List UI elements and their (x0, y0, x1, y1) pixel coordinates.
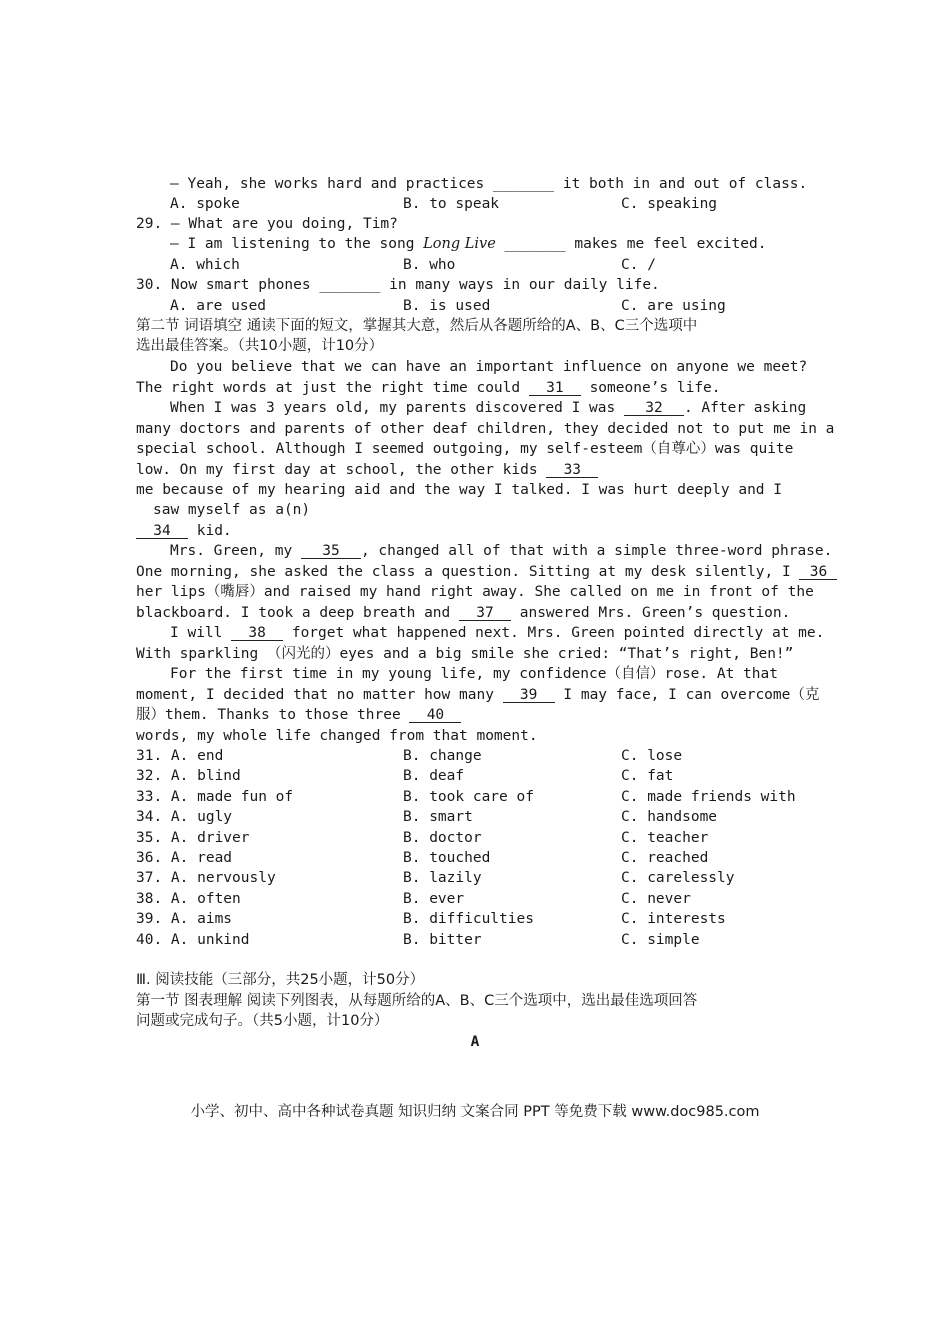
option-38-b: B. ever (403, 890, 465, 907)
passage-line (136, 705, 816, 725)
passage-line (136, 562, 828, 582)
text: I may face, I can overcome（克 (554, 687, 820, 703)
blank-33: 33 (546, 461, 598, 478)
passage-line: saw myself as a(n) (153, 502, 311, 518)
passage-line: many doctors and parents of other deaf children, they decided not to put me in a (136, 421, 835, 437)
option-37-a: 37. A. nervously (136, 870, 276, 887)
option-40-b: B. bitter (403, 931, 482, 948)
q28-option-a: A. spoke (170, 196, 240, 212)
text: answered Mrs. Green’s question. (511, 605, 791, 621)
text: The right words at just the right time could (136, 380, 529, 396)
part3-sub-heading: 第一节 图表理解 阅读下列图表，从每题所给的A、B、C三个选项中，选出最佳选项回答 (136, 993, 698, 1009)
text: I will (170, 625, 232, 641)
option-31-a: 31. A. end (136, 748, 224, 764)
text: kid. (188, 523, 232, 539)
part3-sub-heading-cont: 问题或完成句子。（共5小题，计10分） (136, 1013, 389, 1029)
passage-line: words, my whole life changed from that moment. (136, 728, 538, 744)
option-40-c: C. simple (621, 931, 700, 948)
q29-answer-pre: — I am listening to the song (170, 236, 424, 252)
text: Mrs. Green, my (170, 543, 301, 559)
q28-stem: — Yeah, she works hard and practices _______ it both in and out of class. (170, 176, 808, 192)
passage-line: With sparkling （闪光的）eyes and a big smile she cried: “That’s right, Ben!” (136, 646, 794, 662)
passage-line: For the first time in my young life, my confidence（自信）rose. At that (170, 666, 778, 682)
passage-line: Do you believe that we can have an important influence on anyone we meet? (170, 359, 808, 375)
passage-line (136, 378, 816, 398)
text: When I was 3 years old, my parents discovered I was (170, 400, 624, 416)
passage-line (170, 398, 816, 418)
text: blackboard. I took a deep breath and (136, 605, 460, 621)
option-33-c: C. made friends with (621, 788, 796, 805)
option-37-c: C. carelessly (621, 870, 735, 887)
blank-34: 34 (136, 522, 188, 539)
q29-question: 29. — What are you doing, Tim? (136, 216, 398, 232)
text: 服）them. Thanks to those three (136, 707, 410, 723)
option-35-c: C. teacher (621, 829, 709, 846)
option-40-a: 40. A. unkind (136, 931, 250, 948)
q29-option-a: A. which (170, 257, 240, 273)
option-39-b: B. difficulties (403, 911, 534, 928)
option-31-b: B. change (403, 748, 482, 764)
blank-36: 36 (799, 563, 837, 580)
passage-label-a: A (470, 1034, 480, 1050)
option-39-a: 39. A. aims (136, 911, 233, 928)
option-35-b: B. doctor (403, 829, 482, 846)
section2-heading: 第二节 词语填空 通读下面的短文，掌握其大意，然后从各题所给的A、B、C三个选项中 (136, 318, 698, 334)
passage-line (170, 541, 833, 561)
option-33-a: 33. A. made fun of (136, 788, 294, 805)
option-39-c: C. interests (621, 911, 726, 928)
blank-35: 35 (301, 542, 361, 559)
option-38-a: 38. A. often (136, 890, 241, 907)
passage-line: special school. Although I seemed outgoing, my self-esteem（自尊心）was quite (136, 441, 794, 457)
q30-question: 30. Now smart phones _______ in many ways in our daily life. (136, 277, 660, 293)
blank-37: 37 (459, 604, 511, 621)
q30-option-c: C. are using (621, 298, 726, 314)
song-title: Long Live (423, 236, 496, 252)
blank-40: 40 (409, 706, 461, 723)
option-36-c: C. reached (621, 850, 709, 866)
blank-38: 38 (231, 624, 283, 641)
text: forget what happened next. Mrs. Green pointed directly at me. (283, 625, 825, 641)
option-32-a: 32. A. blind (136, 768, 241, 785)
text: moment, I decided that no matter how many (136, 687, 503, 703)
passage-line (136, 603, 816, 623)
page-footer: 小学、初中、高中各种试卷真题 知识归纳 文案合同 PPT 等免费下载 www.doc985.com (190, 1104, 760, 1120)
section2-heading-cont: 选出最佳答案。（共10小题，计10分） (136, 338, 384, 354)
text: low. On my first day at school, the other kids (136, 462, 547, 478)
option-36-b: B. touched (403, 850, 491, 866)
text: , changed all of that with a simple three-word phrase. (360, 543, 833, 559)
option-36-a: 36. A. read (136, 850, 233, 866)
blank-31: 31 (529, 379, 581, 396)
passage-line: her lips（嘴唇）and raised my hand right away. She called on me in front of the (136, 584, 814, 600)
blank-32: 32 (624, 399, 684, 416)
q29-answer-post: _______ makes me feel excited. (495, 236, 767, 252)
q29-option-c: C. / (621, 257, 656, 273)
q30-option-a: A. are used (170, 298, 267, 314)
blank-39: 39 (503, 686, 555, 703)
option-34-c: C. handsome (621, 809, 718, 826)
text: . After asking (683, 400, 807, 416)
q28-option-b: B. to speak (403, 196, 500, 212)
option-33-b: B. took care of (403, 788, 534, 805)
passage-line (136, 521, 816, 541)
passage-line: me because of my hearing aid and the way I talked. I was hurt deeply and I (136, 482, 783, 498)
option-35-a: 35. A. driver (136, 829, 250, 846)
option-31-c: C. lose (621, 748, 683, 764)
option-32-b: B. deaf (403, 768, 465, 785)
option-32-c: C. fat (621, 768, 674, 785)
text: One morning, she asked the class a question. Sitting at my desk silently, I (136, 564, 800, 580)
passage-line (136, 460, 816, 480)
q29-answer-line (170, 234, 850, 254)
text: someone’s life. (580, 380, 721, 396)
option-37-b: B. lazily (403, 870, 482, 887)
q29-option-b: B. who (403, 257, 456, 273)
part3-heading: Ⅲ. 阅读技能（三部分，共25小题，计50分） (136, 972, 425, 988)
option-34-b: B. smart (403, 809, 473, 826)
option-38-c: C. never (621, 890, 691, 907)
q28-option-c: C. speaking (621, 196, 718, 212)
passage-line (136, 685, 820, 705)
passage-line (170, 623, 825, 643)
option-34-a: 34. A. ugly (136, 809, 233, 826)
q30-option-b: B. is used (403, 298, 491, 314)
